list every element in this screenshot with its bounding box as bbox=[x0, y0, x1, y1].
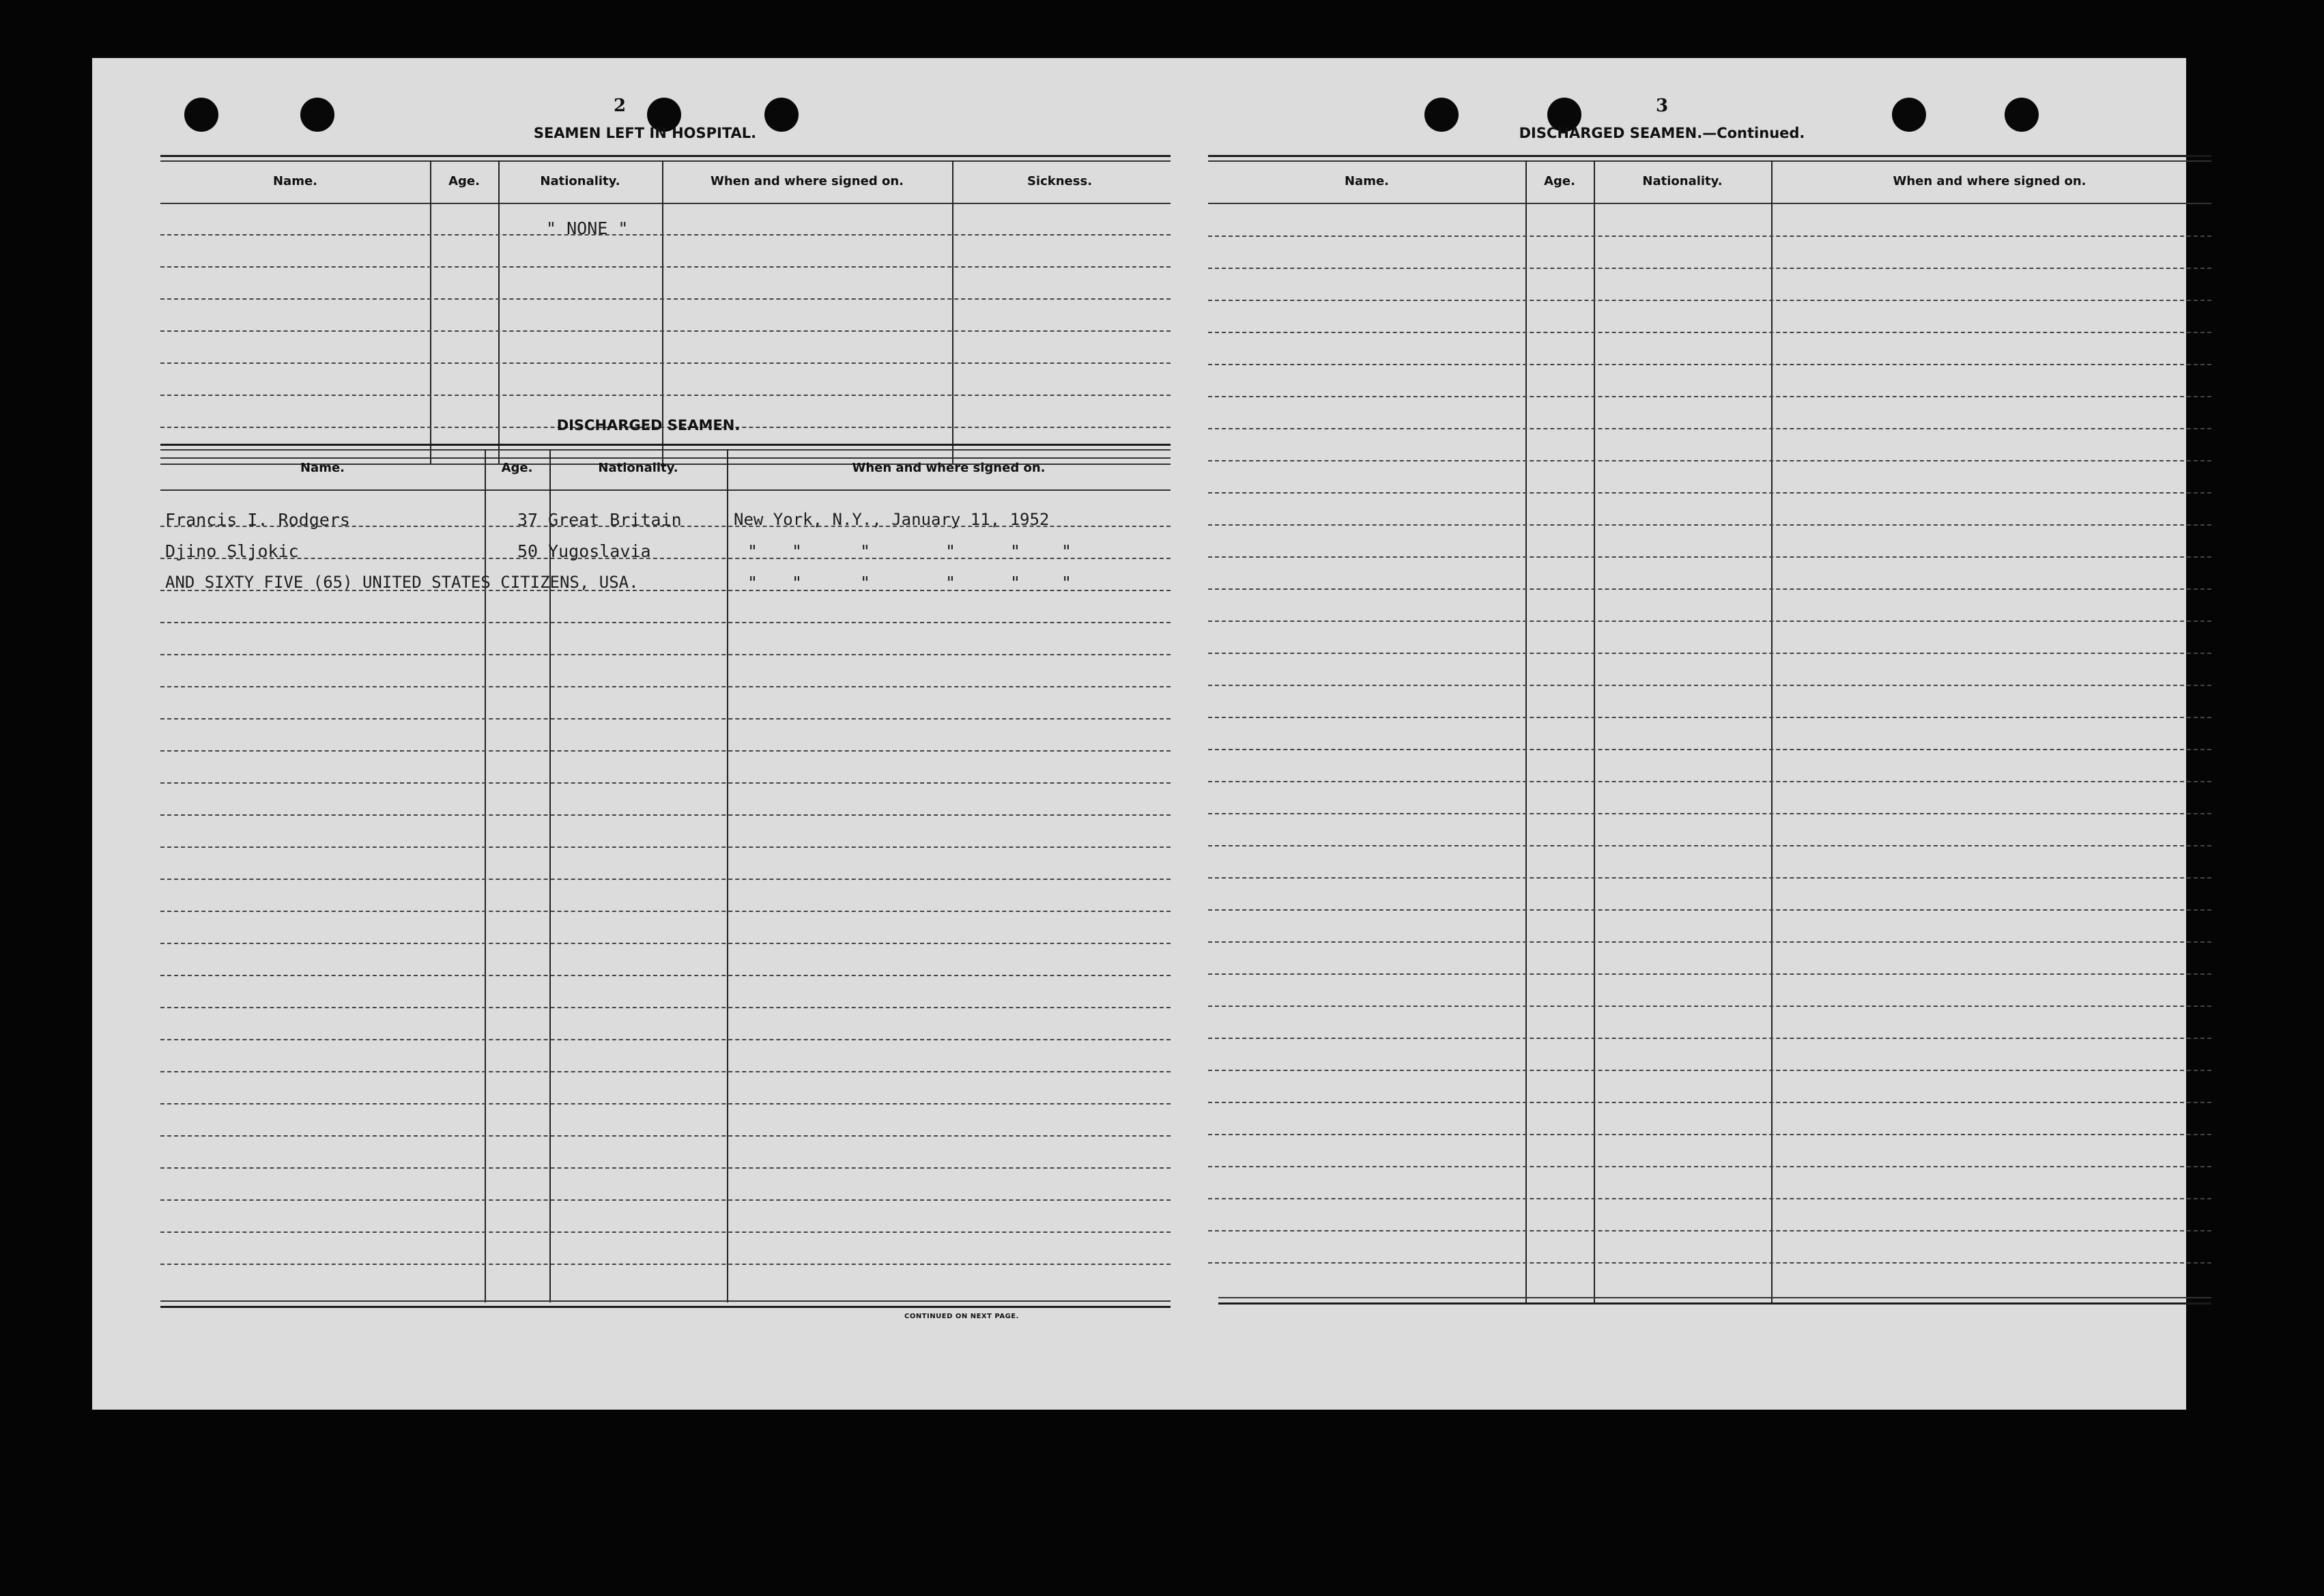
ruled-line bbox=[1208, 1070, 2211, 1071]
ruled-line bbox=[160, 750, 1171, 752]
page-number: 2 bbox=[613, 96, 627, 116]
ruled-line bbox=[160, 1135, 1171, 1137]
ruled-line bbox=[1208, 877, 2211, 879]
ruled-line bbox=[160, 234, 1171, 236]
document-sheet bbox=[92, 58, 2186, 1410]
ruled-line bbox=[1208, 1262, 2211, 1264]
ditto-mark: " bbox=[1061, 573, 1072, 593]
ditto-mark: " bbox=[945, 573, 956, 593]
punch-hole-icon bbox=[184, 98, 218, 132]
ruled-line bbox=[1208, 236, 2211, 237]
ruled-line bbox=[1208, 749, 2211, 750]
top-rule bbox=[1208, 160, 2211, 162]
ruled-line bbox=[1208, 364, 2211, 365]
ruled-line bbox=[160, 814, 1171, 816]
header-rule bbox=[160, 489, 1171, 491]
ruled-line bbox=[1208, 973, 2211, 975]
ruled-line bbox=[1208, 268, 2211, 269]
col-name-header: Name. bbox=[300, 461, 345, 475]
ruled-line bbox=[160, 654, 1171, 655]
ruled-line bbox=[160, 718, 1171, 719]
ruled-line bbox=[160, 395, 1171, 396]
col-age-header: Age. bbox=[448, 174, 480, 188]
discharged-row-name: Francis I. Rodgers bbox=[165, 510, 350, 530]
ruled-line bbox=[1208, 813, 2211, 814]
ruled-line bbox=[160, 782, 1171, 784]
ruled-line bbox=[1208, 492, 2211, 494]
ruled-line bbox=[1208, 396, 2211, 397]
discharged-row-name: Djino Sljokic bbox=[165, 541, 299, 561]
ruled-line bbox=[1208, 1230, 2211, 1231]
ruled-line bbox=[160, 362, 1171, 364]
discharged-row-nationality: Great Britain bbox=[548, 510, 682, 530]
ruled-line bbox=[1208, 1198, 2211, 1199]
punch-hole-icon bbox=[1892, 98, 1926, 132]
hospital-section-title: SEAMEN LEFT IN HOSPITAL. bbox=[533, 125, 757, 141]
ruled-line bbox=[160, 911, 1171, 912]
bottom-rule bbox=[1218, 1297, 2211, 1298]
ruled-line bbox=[1208, 845, 2211, 846]
col-age-header: Age. bbox=[501, 461, 533, 475]
bottom-rule bbox=[160, 1300, 1171, 1302]
ruled-line bbox=[160, 266, 1171, 268]
punch-hole-icon bbox=[2005, 98, 2039, 132]
ditto-mark: " bbox=[860, 573, 871, 593]
column-divider bbox=[430, 160, 431, 464]
ruled-line bbox=[1208, 588, 2211, 590]
ruled-line bbox=[1208, 621, 2211, 622]
ruled-line bbox=[160, 686, 1171, 687]
section-rule bbox=[160, 457, 1171, 459]
ruled-line bbox=[160, 1039, 1171, 1040]
ruled-line bbox=[160, 1071, 1171, 1072]
hospital-entry-none: " NONE " bbox=[546, 218, 629, 238]
header-rule bbox=[1208, 203, 2211, 204]
ruled-line bbox=[1208, 300, 2211, 301]
top-rule bbox=[160, 155, 1171, 157]
ruled-line bbox=[1208, 685, 2211, 686]
ditto-mark: " bbox=[1061, 541, 1072, 561]
top-rule bbox=[160, 160, 1171, 162]
ditto-mark: " bbox=[860, 541, 871, 561]
ruled-line bbox=[1208, 1038, 2211, 1039]
ruled-line bbox=[1208, 1134, 2211, 1135]
column-divider bbox=[952, 160, 953, 464]
ruled-line bbox=[160, 298, 1171, 300]
ruled-line bbox=[1208, 1102, 2211, 1103]
ruled-line bbox=[160, 1007, 1171, 1008]
ditto-mark: " bbox=[1010, 573, 1021, 593]
col-nationality-header: Nationality. bbox=[540, 174, 620, 188]
continued-note: CONTINUED ON NEXT PAGE. bbox=[904, 1313, 1019, 1320]
discharged-top-rule bbox=[160, 449, 1171, 451]
ruled-line bbox=[1208, 428, 2211, 429]
ruled-line bbox=[1208, 781, 2211, 782]
ruled-line bbox=[1208, 460, 2211, 461]
discharged-row-nationality: Yugoslavia bbox=[548, 541, 651, 561]
punch-hole-icon bbox=[1424, 98, 1459, 132]
ruled-line bbox=[1208, 1006, 2211, 1007]
ruled-line bbox=[1208, 332, 2211, 333]
column-divider bbox=[498, 160, 500, 464]
ruled-line bbox=[160, 330, 1171, 332]
col-sickness-header: Sickness. bbox=[1027, 174, 1093, 188]
col-nationality-header: Nationality. bbox=[598, 461, 678, 475]
top-rule bbox=[1208, 155, 2211, 157]
col-signed-on-header: When and where signed on. bbox=[710, 174, 904, 188]
col-signed-on-header: When and where signed on. bbox=[1893, 174, 2086, 188]
col-age-header: Age. bbox=[1544, 174, 1575, 188]
ruled-line bbox=[160, 879, 1171, 880]
ruled-line bbox=[160, 943, 1171, 944]
discharged-row-age: 37 bbox=[517, 510, 539, 530]
ditto-mark: " bbox=[792, 541, 803, 561]
bottom-rule bbox=[160, 1306, 1171, 1308]
col-name-header: Name. bbox=[272, 174, 317, 188]
column-divider bbox=[727, 449, 728, 1302]
ruled-line bbox=[1208, 556, 2211, 558]
ruled-line bbox=[1208, 1166, 2211, 1167]
ruled-line bbox=[160, 1199, 1171, 1201]
ruled-line bbox=[160, 1231, 1171, 1233]
ruled-line bbox=[1208, 909, 2211, 911]
ditto-mark: " bbox=[747, 541, 758, 561]
ruled-line bbox=[1208, 717, 2211, 718]
ditto-mark: " bbox=[1010, 541, 1021, 561]
ruled-line bbox=[160, 1103, 1171, 1105]
page-number: 3 bbox=[1655, 96, 1669, 116]
ditto-mark: " bbox=[792, 573, 803, 593]
ruled-line bbox=[1208, 524, 2211, 526]
discharged-section-title: DISCHARGED SEAMEN. bbox=[556, 417, 741, 433]
ruled-line bbox=[160, 1264, 1171, 1265]
discharged-top-rule bbox=[160, 444, 1171, 446]
discharged-row-name: AND SIXTY FIVE (65) UNITED STATES CITIZENS, USA. bbox=[165, 573, 639, 592]
header-rule bbox=[160, 203, 1171, 204]
ditto-mark: " bbox=[747, 573, 758, 593]
ruled-line bbox=[160, 622, 1171, 623]
ruled-line bbox=[160, 975, 1171, 976]
discharged-row-signed-on: New York, N.Y., January 11, 1952 bbox=[734, 510, 1050, 529]
discharged-row-age: 50 bbox=[517, 541, 539, 561]
col-signed-on-header: When and where signed on. bbox=[852, 461, 1046, 475]
discharged-continued-title: DISCHARGED SEAMEN.—Continued. bbox=[1519, 125, 1805, 141]
col-name-header: Name. bbox=[1344, 174, 1389, 188]
ruled-line bbox=[1208, 653, 2211, 654]
col-nationality-header: Nationality. bbox=[1642, 174, 1723, 188]
bottom-rule bbox=[1218, 1302, 2211, 1305]
ditto-mark: " bbox=[945, 541, 956, 561]
punch-hole-icon bbox=[300, 98, 334, 132]
ruled-line bbox=[160, 1167, 1171, 1169]
ruled-line bbox=[1208, 941, 2211, 943]
ruled-line bbox=[160, 846, 1171, 848]
